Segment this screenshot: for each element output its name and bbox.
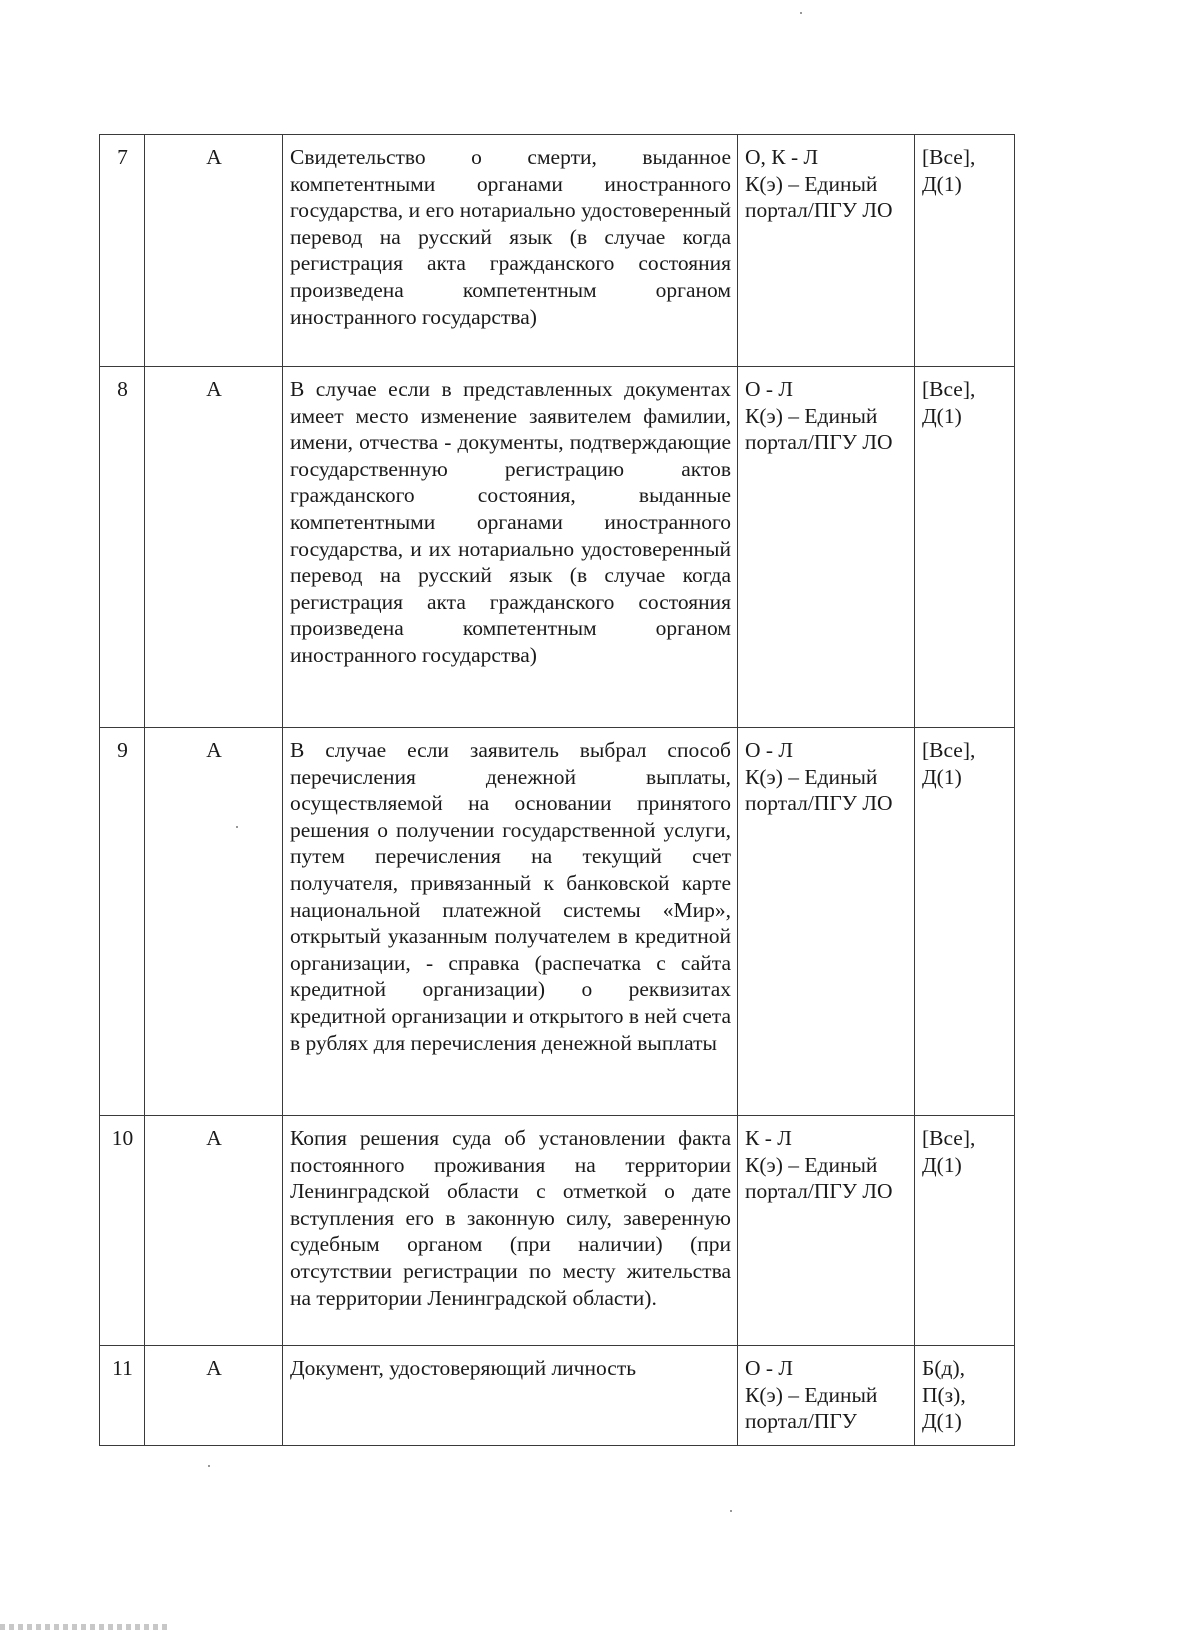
row-number: 8	[100, 367, 145, 728]
table-row	[100, 367, 1015, 728]
document-category: А	[145, 1116, 283, 1346]
submission-method: О - Л К(э) – Единый портал/ПГУ ЛО	[738, 367, 915, 728]
table-row	[100, 1116, 1015, 1346]
row-number: 9	[100, 728, 145, 1116]
document-forms: Б(д), П(з), Д(1)	[915, 1346, 1015, 1446]
document-forms: [Все], Д(1)	[915, 135, 1015, 367]
row-number: 10	[100, 1116, 145, 1346]
scan-speck	[800, 12, 802, 14]
table-row	[100, 728, 1015, 1116]
documents-table	[99, 134, 1015, 1446]
document-description: Документ, удостоверяющий личность	[283, 1346, 738, 1446]
submission-method: О - Л К(э) – Единый портал/ПГУ	[738, 1346, 915, 1446]
table-row	[100, 1346, 1015, 1446]
table-row	[100, 135, 1015, 367]
document-category: А	[145, 1346, 283, 1446]
scan-speck	[730, 1510, 732, 1512]
document-description: В случае если в представленных документах имеет место изменение заявителем фамилии, имени, отчества - документы, подтверждающие государственную регистрацию актов гражданского состояния, выданные компетентными органами иностранного государства, и их нотариально удостоверенный перевод на русский язык (в случае когда регистрация акта гражданского состояния произведена компетентным органом иностранного государства)	[283, 367, 738, 728]
submission-method: О - Л К(э) – Единый портал/ПГУ ЛО	[738, 728, 915, 1116]
document-category: А	[145, 728, 283, 1116]
document-description: Свидетельство о смерти, выданное компетентными органами иностранного государства, и его нотариально удостоверенный перевод на русский язык (в случае когда регистрация акта гражданского состояния произведена компетентным органом иностранного государства)	[283, 135, 738, 367]
document-description: В случае если заявитель выбрал способ перечисления денежной выплаты, осуществляемой на основании принятого решения о получении государственной услуги, путем перечисления на текущий счет получателя, привязанный к банковской карте национальной платежной системы «Мир», открытый указанным получателем в кредитной организации, - справка (распечатка с сайта кредитной организации) о реквизитах кредитной организации и открытого в ней счета в рублях для перечисления денежной выплаты	[283, 728, 738, 1116]
document-category: А	[145, 135, 283, 367]
document-forms: [Все], Д(1)	[915, 367, 1015, 728]
document-forms: [Все], Д(1)	[915, 728, 1015, 1116]
row-number: 11	[100, 1346, 145, 1446]
scan-speck	[208, 1465, 210, 1467]
document-description: Копия решения суда об установлении факта постоянного проживания на территории Ленинградской области с отметкой о дате вступления его в законную силу, заверенную судебным органом (при наличии) (при отсутствии регистрации по месту жительства на территории Ленинградской области).	[283, 1116, 738, 1346]
document-forms: [Все], Д(1)	[915, 1116, 1015, 1346]
submission-method: К - Л К(э) – Единый портал/ПГУ ЛО	[738, 1116, 915, 1346]
row-number: 7	[100, 135, 145, 367]
submission-method: О, К - Л К(э) – Единый портал/ПГУ ЛО	[738, 135, 915, 367]
scan-artifact	[0, 1624, 170, 1630]
document-category: А	[145, 367, 283, 728]
